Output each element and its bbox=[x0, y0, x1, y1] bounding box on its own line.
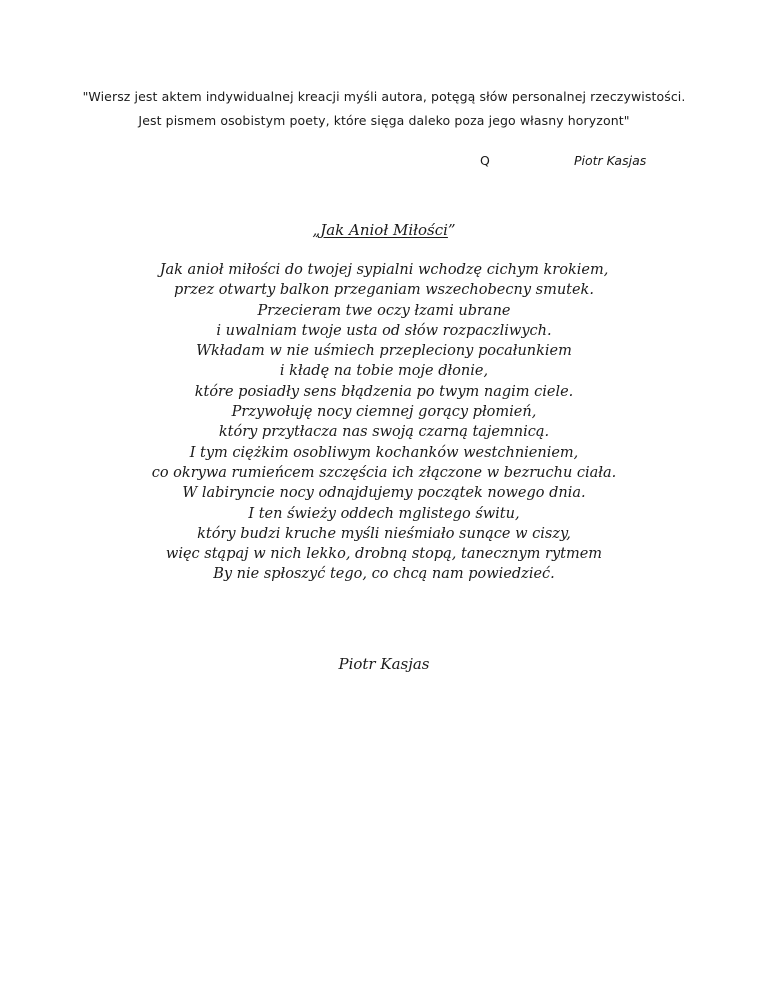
poem-line: i kładę na tobie moje dłonie, bbox=[279, 363, 489, 380]
poem-line: który przytłacza nas swoją czarną tajemnicą. bbox=[218, 424, 550, 441]
poem-line: więc stąpaj w nich lekko, drobną stopą, tanecznym rytmem bbox=[165, 546, 603, 563]
poem-title-text: Jak Anioł Miłości bbox=[320, 221, 448, 239]
poem-line: Przecieram twe oczy łzami ubrane bbox=[257, 302, 511, 319]
poem-line: I ten świeży oddech mglistego świtu, bbox=[248, 505, 520, 522]
epigraph-author: Piotr Kasjas bbox=[574, 153, 647, 168]
poem-line: W labiryncie nocy odnajdujemy początek nowego dnia. bbox=[182, 485, 586, 502]
poem-line: Jak anioł miłości do twojej sypialni wchodzę cichym krokiem, bbox=[159, 262, 609, 278]
poem-line: przez otwarty balkon przeganiam wszechobecny smutek. bbox=[174, 282, 594, 299]
poem-author-signature: Piotr Kasjas bbox=[338, 655, 430, 673]
epigraph-marker: Q bbox=[480, 153, 490, 168]
poem-title-close-quote: ” bbox=[447, 221, 456, 239]
epigraph-line-1: "Wiersz jest aktem indywidualnej kreacji myśli autora, potęgą słów personalnej rzeczywistości. bbox=[82, 89, 686, 104]
poem-line: Przywołuję nocy ciemnej gorący płomień, bbox=[231, 404, 537, 421]
poem-line: I tym ciężkim osobliwym kochanków westchnieniem, bbox=[189, 444, 579, 461]
poem-line: które posiadły sens błądzenia po twym nagim ciele. bbox=[194, 383, 574, 400]
poem-line: By nie spłoszyć tego, co chcą nam powiedzieć. bbox=[213, 566, 555, 583]
epigraph-line-2: Jest pismem osobistym poety, które sięga daleko poza jego własny horyzont" bbox=[138, 113, 630, 128]
poem-title bbox=[0, 221, 768, 239]
poem-body bbox=[0, 260, 768, 585]
poem-title-open-quote: „ bbox=[312, 221, 321, 239]
poem-line: Wkładam w nie uśmiech przepleciony pocałunkiem bbox=[196, 343, 572, 360]
poem-line: i uwalniam twoje usta od słów rozpaczliwych. bbox=[216, 322, 552, 339]
poem-line: który budzi kruche myśli nieśmiało sunące w ciszy, bbox=[197, 525, 571, 542]
poem-line: co okrywa rumieńcem szczęścia ich złączone w bezruchu ciała. bbox=[151, 464, 617, 481]
